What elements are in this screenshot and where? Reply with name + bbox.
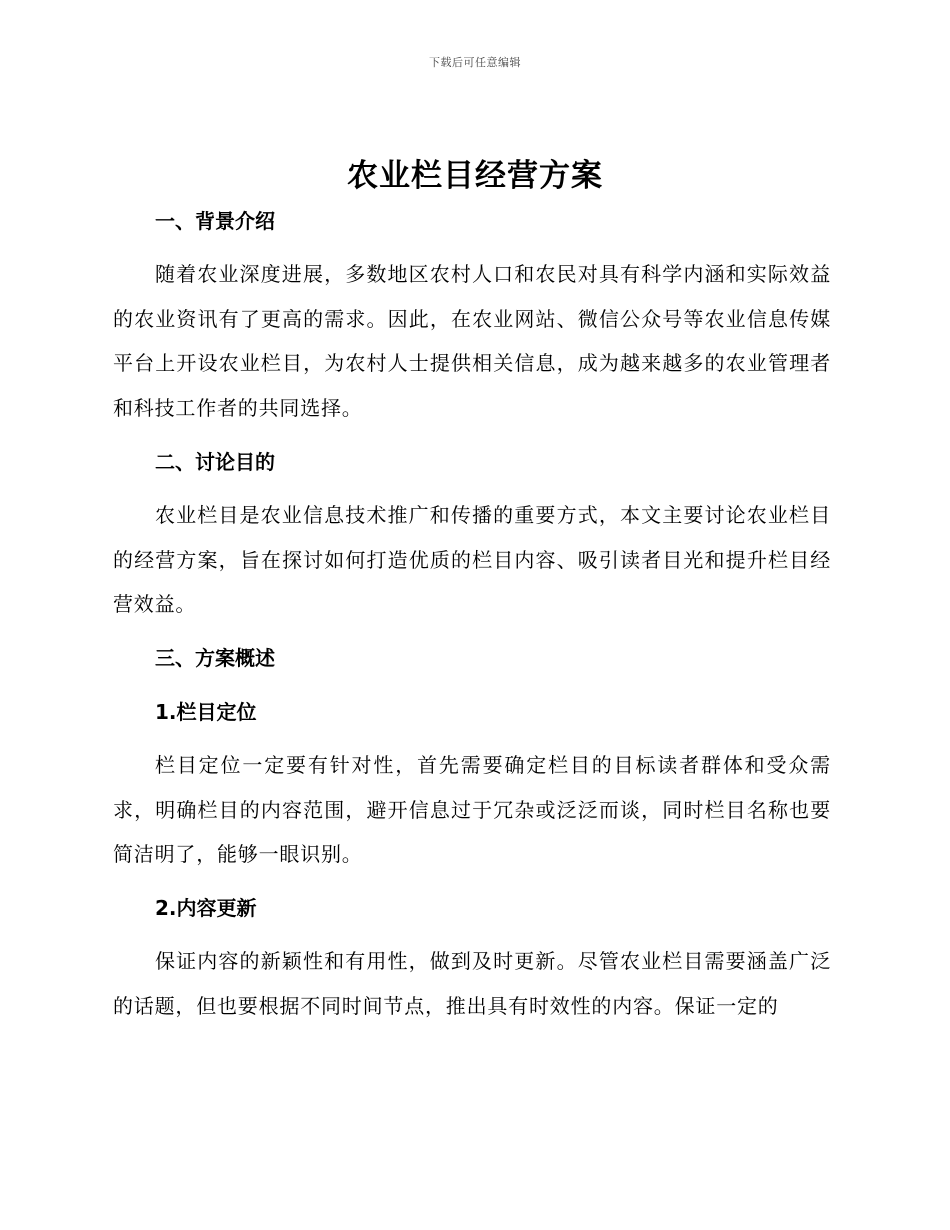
section-paragraph-background: 随着农业深度进展，多数地区农村人口和农民对具有科学内涵和实际效益的农业资讯有了更高的需求。因此，在农业网站、微信公众号等农业信息传媒平台上开设农业栏目，为农村人士提供相关信息，成为越来越多的农业管理者和科技工作者的共同选择。 <box>113 262 831 421</box>
page-header-note: 下载后可任意编辑 <box>429 56 521 69</box>
document-body <box>113 198 831 1028</box>
subsection-paragraph-content-update: 保证内容的新颖性和有用性，做到及时更新。尽管农业栏目需要涵盖广泛的话题，但也要根据不同时间节点，推出具有时效性的内容。保证一定的 <box>113 949 831 1018</box>
section-heading-overview: 三、方案概述 <box>155 645 275 670</box>
document-title: 农业栏目经营方案 <box>347 158 603 194</box>
subsection-heading-positioning: 1.栏目定位 <box>155 699 257 724</box>
section-heading-background: 一、背景介绍 <box>155 209 275 233</box>
section-paragraph-purpose: 农业栏目是农业信息技术推广和传播的重要方式，本文主要讨论农业栏目的经营方案，旨在探讨如何打造优质的栏目内容、吸引读者目光和提升栏目经营效益。 <box>113 502 831 617</box>
subsection-heading-content-update: 2.内容更新 <box>155 896 257 921</box>
subsection-paragraph-positioning: 栏目定位一定要有针对性，首先需要确定栏目的目标读者群体和受众需求，明确栏目的内容范围，避开信息过于冗杂或泛泛而谈，同时栏目名称也要简洁明了，能够一眼识别。 <box>113 752 831 867</box>
section-heading-purpose: 二、讨论目的 <box>155 449 275 474</box>
